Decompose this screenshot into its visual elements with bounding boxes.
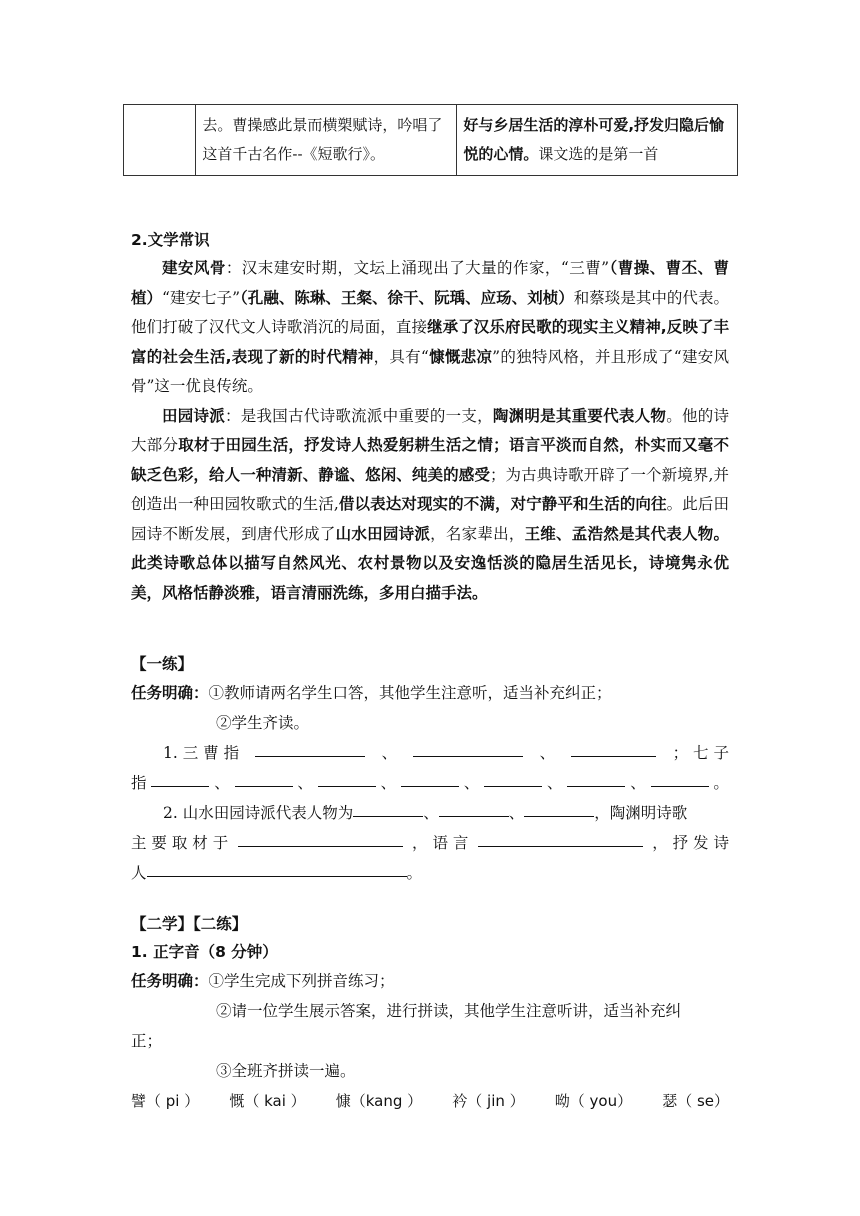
task-line: ③全班齐拼读一遍。 bbox=[216, 1062, 356, 1080]
answer-blank[interactable] bbox=[147, 858, 407, 877]
answer-blank[interactable] bbox=[151, 768, 209, 787]
answer-blank[interactable] bbox=[651, 768, 709, 787]
answer-blank[interactable] bbox=[478, 828, 643, 847]
separator: 、 bbox=[539, 744, 556, 762]
question-text: 指 bbox=[131, 774, 147, 792]
text: “建安七子” bbox=[162, 288, 241, 307]
question-text: ； 七 子 bbox=[672, 744, 729, 762]
answer-blank[interactable] bbox=[413, 738, 523, 757]
table-row bbox=[124, 105, 738, 176]
pinyin-item: 慨（ kai ） bbox=[229, 1092, 306, 1110]
section-heading: 【一练】 bbox=[131, 655, 194, 673]
task-text: ①学生完成下列拼音练习； bbox=[208, 972, 395, 990]
question-text: 1. 三 曹 指 bbox=[163, 744, 240, 762]
question-text: 主 要 取 材 于 bbox=[131, 834, 229, 852]
pinyin-item: 衿（ jin ） bbox=[452, 1092, 525, 1110]
separator: 、 bbox=[630, 774, 646, 792]
task-line: 正； bbox=[131, 1032, 163, 1050]
question-1-line2 bbox=[131, 768, 729, 798]
question-text: 人 bbox=[131, 864, 147, 882]
separator: 、 bbox=[463, 774, 480, 792]
bold-text: 取材于田园生活，抒发诗人热爱躬耕生活之情；语言平淡而自然，朴实而又毫不缺乏色彩，给人一种清新、静谧、悠闲、纯美的感受 bbox=[131, 436, 729, 484]
answer-blank[interactable] bbox=[401, 768, 459, 787]
pinyin-item: 慷（kang ） bbox=[335, 1092, 423, 1110]
section-heading: 【二学】【二练】 bbox=[131, 915, 248, 933]
task-line bbox=[131, 678, 729, 708]
pinyin-item: 呦（ you） bbox=[554, 1092, 633, 1110]
yilian-section bbox=[131, 650, 729, 888]
question-2-line bbox=[131, 798, 729, 828]
answer-blank[interactable] bbox=[484, 768, 542, 787]
bold-text: 山水田园诗派 bbox=[335, 524, 431, 543]
text: ，具有“ bbox=[373, 347, 429, 366]
section-heading: 2.文学常识 bbox=[131, 231, 210, 249]
answer-blank[interactable] bbox=[567, 768, 625, 787]
answer-blank[interactable] bbox=[353, 798, 423, 817]
task-line bbox=[131, 966, 729, 996]
question-2-line2 bbox=[131, 828, 729, 858]
term: 田园诗派 bbox=[162, 406, 226, 425]
task-line: ②学生齐读。 bbox=[216, 714, 310, 732]
text: ：是我国古代诗歌流派中重要的一支， bbox=[225, 406, 493, 425]
jianan-paragraph bbox=[131, 254, 729, 402]
question-text: 2. 山水田园诗派代表人物为 bbox=[163, 804, 354, 822]
text: ”的独特风格，并且形成了“建安风骨”这一优良传统。 bbox=[131, 347, 729, 395]
bold-text: 借以表达对现实的不满，对宁静平和生活的向往 bbox=[338, 495, 667, 513]
separator: 、 bbox=[214, 774, 230, 792]
separator: 、 bbox=[423, 804, 439, 822]
answer-blank[interactable] bbox=[255, 738, 365, 757]
answer-blank[interactable] bbox=[439, 798, 509, 817]
table-cell-empty bbox=[124, 105, 196, 176]
task-line: ②请一位学生展示答案，进行拼读，其他学生注意听讲，适当补充纠 bbox=[216, 1002, 682, 1020]
pinyin-item: 譬（ pi ） bbox=[131, 1092, 200, 1110]
separator: 、 bbox=[297, 774, 313, 792]
task-label: 任务明确： bbox=[131, 972, 209, 990]
table-bold-text: 好与乡居生活的淳朴可爱,抒发归隐后愉悦的心情。 bbox=[463, 116, 725, 163]
task-text: ①教师请两名学生口答，其他学生注意听，适当补充纠正； bbox=[208, 684, 612, 702]
separator: 、 bbox=[547, 774, 563, 792]
answer-blank[interactable] bbox=[235, 768, 293, 787]
tianyuan-paragraph bbox=[131, 402, 729, 609]
term: 建安风骨 bbox=[162, 259, 226, 277]
text: ：汉末建安时期，文坛上涌现出了大量的作家，“三曹” bbox=[225, 259, 610, 277]
answer-blank[interactable] bbox=[524, 798, 594, 817]
table-plain-text: 课文选的是第一首 bbox=[538, 145, 659, 163]
literature-section bbox=[131, 226, 729, 608]
bold-text: 王维、孟浩然是其代表人物。此类诗歌总体以描写自然风光、农村景物以及安逸恬淡的隐居生活见长，诗境隽永优美，风格恬静淡雅，语言清丽洗练，多用白描手法。 bbox=[131, 524, 729, 602]
answer-blank[interactable] bbox=[318, 768, 376, 787]
bold-text: （曹操、曹丕、曹植） bbox=[131, 259, 729, 307]
text: 。此后田园诗不断发展，到唐代形成了 bbox=[131, 495, 729, 543]
text: 。他的诗大部分 bbox=[131, 406, 729, 454]
bold-text: 慷慨悲凉 bbox=[428, 347, 493, 366]
pinyin-list bbox=[131, 1086, 729, 1116]
separator: 、 bbox=[508, 804, 525, 822]
question-1-line bbox=[131, 738, 729, 768]
text: ，名家辈出， bbox=[430, 524, 525, 543]
table-cell-text bbox=[457, 105, 738, 176]
question-text: ，陶渊明诗歌 bbox=[594, 804, 688, 822]
task-label: 任务明确： bbox=[131, 684, 209, 702]
separator: 。 bbox=[406, 864, 423, 882]
subsection-heading: 1. 正字音（8 分钟） bbox=[131, 943, 278, 961]
question-2-line3 bbox=[131, 858, 729, 888]
erxue-section bbox=[131, 910, 729, 1116]
pinyin-item: 瑟（ se） bbox=[662, 1092, 729, 1110]
separator: 、 bbox=[381, 744, 398, 762]
text: 和蔡琰是其中的代表。他们打破了汉代文人诗歌消沉的局面，直接 bbox=[131, 288, 729, 336]
answer-blank[interactable] bbox=[571, 738, 656, 757]
question-text: ， 语 言 bbox=[412, 834, 469, 852]
bold-text: 继承了汉乐府民歌的现实主义精神,反映了丰富的社会生活,表现了新的时代精神 bbox=[131, 318, 729, 366]
bold-text: 陶渊明是其重要代表人物 bbox=[492, 406, 667, 425]
separator: 。 bbox=[713, 774, 729, 792]
info-table bbox=[123, 104, 738, 176]
answer-blank[interactable] bbox=[238, 828, 403, 847]
separator: 、 bbox=[380, 774, 397, 792]
bold-text: （孔融、陈琳、王粲、徐干、阮瑀、应玚、刘桢） bbox=[240, 288, 574, 307]
text: ；为古典诗歌开辟了一个新境界,并创造出一种田园牧歌式的生活, bbox=[131, 465, 729, 513]
table-cell-text: 去。曹操感此景而横槊赋诗，吟唱了这首千古名作--《短歌行》。 bbox=[196, 105, 457, 176]
question-text: ， 抒 发 诗 bbox=[652, 834, 729, 852]
